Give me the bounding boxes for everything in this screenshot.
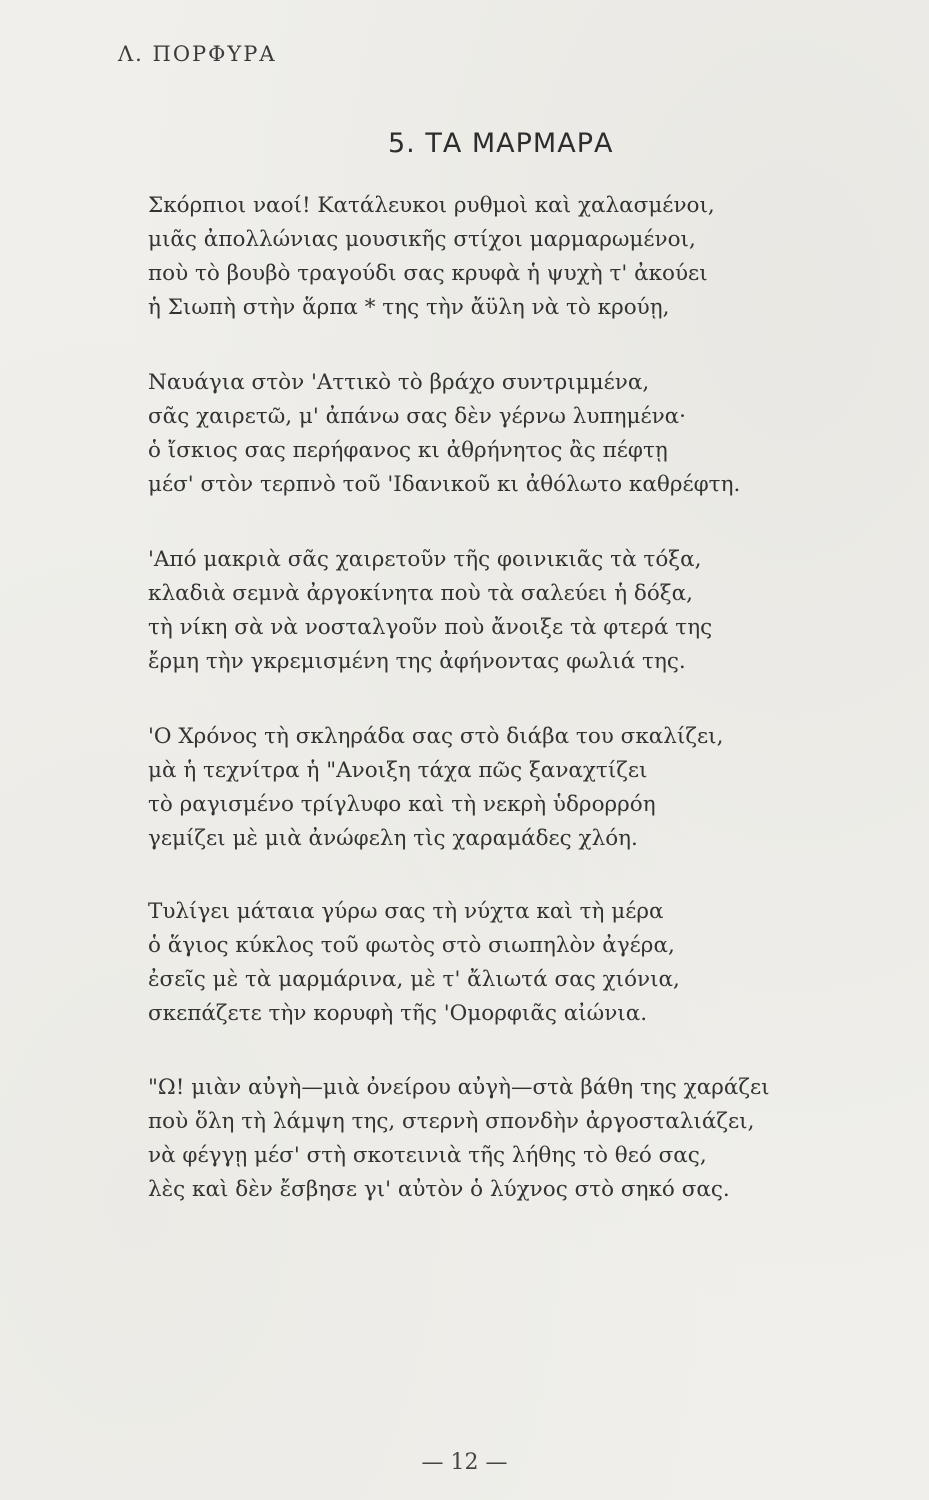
poem-line: μιᾶς ἀπολλώνιας μουσικῆς στίχοι μαρμαρωμένοι, (148, 227, 696, 252)
stanza-2 (148, 366, 740, 502)
poem-line: σᾶς χαιρετῶ, μ' ἀπάνω σας δὲν γέρνω λυπημένα· (148, 404, 687, 429)
poem-line: ἐσεῖς μὲ τὰ μαρμάρινα, μὲ τ' ἄλιωτά σας χιόνια, (148, 967, 680, 992)
poem-line: μέσ' στὸν τερπνὸ τοῦ 'Ιδανικοῦ κι ἀθόλωτο καθρέφτη. (148, 472, 741, 497)
poem-line: ἡ Σιωπὴ στὴν ἅρπα * της τὴν ἄϋλη νὰ τὸ κρούῃ, (148, 295, 670, 320)
poem-line: γεμίζει μὲ μιὰ ἀνώφελη τὶς χαραμάδες χλόη. (148, 826, 638, 851)
poem-line: νὰ φέγγῃ μέσ' στὴ σκοτεινιὰ τῆς λήθης τὸ θεό σας, (148, 1143, 707, 1168)
page-number: — 12 — (421, 1450, 508, 1475)
poem-line: σκεπάζετε τὴν κορυφὴ τῆς 'Ομορφιᾶς αἰώνια. (148, 1001, 648, 1026)
poem-line: "Ω! μιὰν αὐγὴ—μιὰ ὀνείρου αὐγὴ—στὰ βάθη της χαράζει (148, 1075, 770, 1100)
poem-line: ποὺ τὸ βουβὸ τραγούδι σας κρυφὰ ἡ ψυχὴ τ' ἀκούει (148, 261, 708, 286)
poem-line: ὁ ἴσκιος σας περήφανος κι ἀθρήνητος ἂς πέφτῃ (148, 438, 668, 463)
poem-line: μὰ ἡ τεχνίτρα ἡ "Ανοιξη τάχα πῶς ξαναχτίζει (148, 758, 648, 783)
poem-title: 5. ΤΑ ΜΑΡΜΑΡΑ (388, 128, 614, 159)
poem-line: τὴ νίκη σὰ νὰ νοσταλγοῦν ποὺ ἄνοιξε τὰ φτερά της (148, 615, 713, 640)
poem-line: κλαδιὰ σεμνὰ ἀργοκίνητα ποὺ τὰ σαλεύει ἡ δόξα, (148, 581, 693, 606)
stanza-1 (148, 189, 715, 325)
poem-line: 'Ο Χρόνος τὴ σκληράδα σας στὸ διάβα του σκαλίζει, (148, 724, 724, 749)
running-head: Λ. ΠΟΡΦΥΡΑ (118, 42, 277, 66)
poem-line: τὸ ραγισμένο τρίγλυφο καὶ τὴ νεκρὴ ὑδρορρόη (148, 792, 656, 817)
poem-line: 'Από μακριὰ σᾶς χαιρετοῦν τῆς φοινικιᾶς τὰ τόξα, (148, 547, 702, 572)
stanza-6 (148, 1071, 770, 1207)
poem-line: ὁ ἅγιος κύκλος τοῦ φωτὸς στὸ σιωπηλὸν ἀγέρα, (148, 933, 675, 958)
poem-line: Τυλίγει μάταια γύρω σας τὴ νύχτα καὶ τὴ μέρα (148, 899, 664, 924)
poem-line: ποὺ ὅλη τὴ λάμψη της, στερνὴ σπονδὴν ἀργοσταλιάζει, (148, 1109, 755, 1134)
poem-line: Σκόρπιοι ναοί! Κατάλευκοι ρυθμοὶ καὶ χαλασμένοι, (148, 193, 715, 218)
poem-line: Ναυάγια στὸν 'Αττικὸ τὸ βράχο συντριμμένα, (148, 370, 650, 395)
stanza-5 (148, 895, 680, 1031)
stanza-3 (148, 543, 712, 679)
poem-line: λὲς καὶ δὲν ἔσβησε γι' αὐτὸν ὁ λύχνος στὸ σηκό σας. (148, 1177, 730, 1202)
poem-line: ἔρμη τὴν γκρεμισμένη της ἀφήνοντας φωλιά της. (148, 649, 686, 674)
stanza-4 (148, 720, 723, 856)
